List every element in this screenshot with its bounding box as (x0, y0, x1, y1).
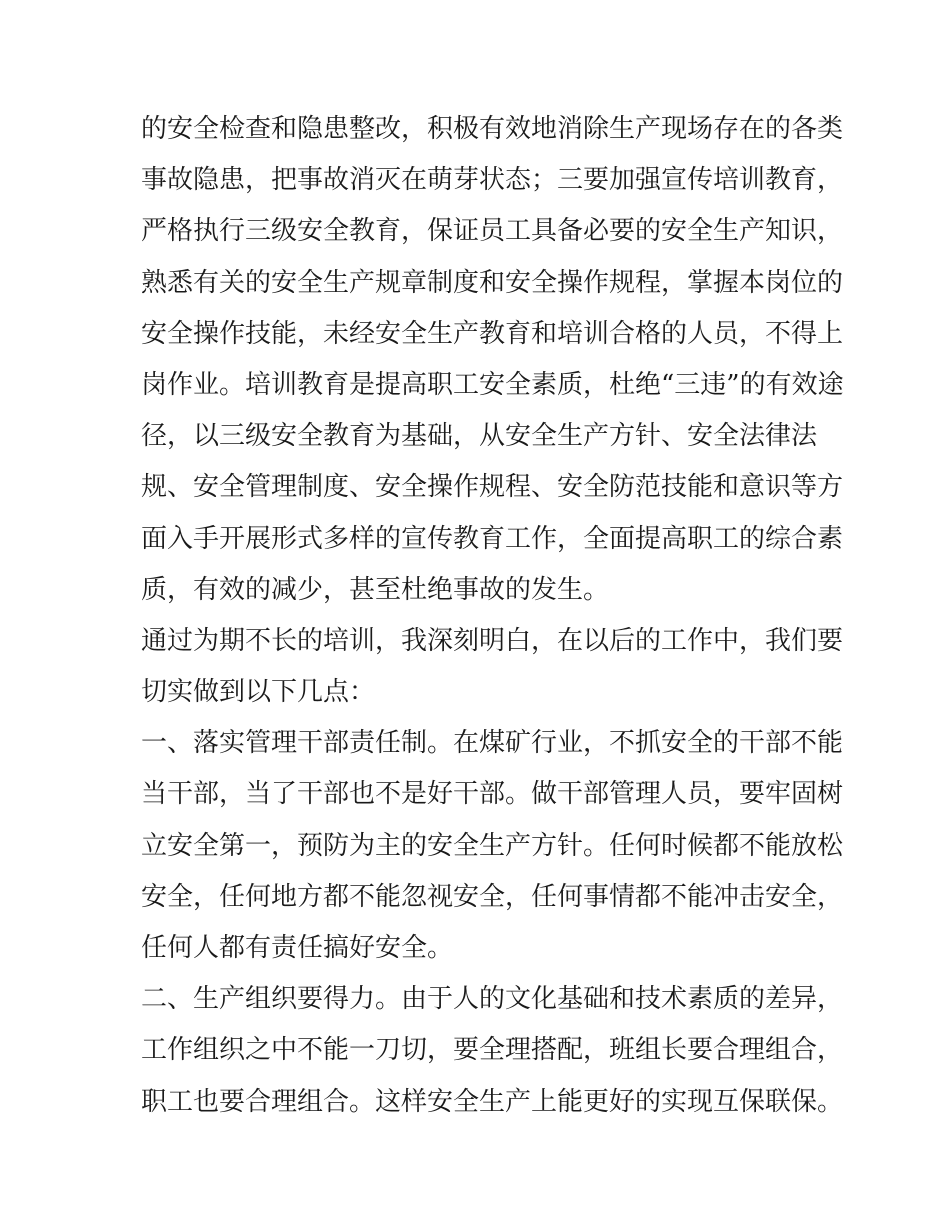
text-line: 二、生产组织要得力。由于人的文化基础和技术素质的差异， (141, 984, 844, 1015)
text-line: 岗作业。培训教育是提高职工安全素质，杜绝“三违”的有效途 (141, 369, 844, 400)
text-line: 事故隐患，把事故消灭在萌芽状态；三要加强宣传培训教育， (141, 165, 844, 196)
text-line: 安全，任何地方都不能忽视安全，任何事情都不能冲击安全， (141, 881, 844, 912)
text-line: 职工也要合理组合。这样安全生产上能更好的实现互保联保。 (141, 1086, 844, 1117)
text-line: 立安全第一，预防为主的安全生产方针。任何时候都不能放松 (141, 830, 844, 861)
text-line: 通过为期不长的培训，我深刻明白，在以后的工作中，我们要 (141, 625, 844, 656)
text-line: 面入手开展形式多样的宣传教育工作，全面提高职工的综合素 (141, 523, 844, 554)
text-line: 的安全检查和隐患整改，积极有效地消除生产现场存在的各类 (141, 114, 844, 144)
document-body (141, 104, 844, 1128)
text-line: 一、落实管理干部责任制。在煤矿行业，不抓安全的干部不能 (141, 728, 844, 759)
text-line: 径，以三级安全教育为基础，从安全生产方针、安全法律法 (141, 421, 818, 452)
text-line: 当干部，当了干部也不是好干部。做干部管理人员，要牢固树 (141, 779, 844, 810)
text-line: 熟悉有关的安全生产规章制度和安全操作规程，掌握本岗位的 (141, 267, 844, 298)
text-line: 切实做到以下几点： (141, 677, 376, 708)
text-line: 任何人都有责任搞好安全。 (141, 933, 454, 963)
text-line: 安全操作技能，未经安全生产教育和培训合格的人员，不得上 (141, 318, 844, 349)
text-line: 工作组织之中不能一刀切，要全理搭配，班组长要合理组合， (141, 1035, 844, 1066)
text-line: 规、安全管理制度、安全操作规程、安全防范技能和意识等方 (141, 472, 844, 503)
text-line: 严格执行三级安全教育，保证员工具备必要的安全生产知识， (141, 216, 844, 247)
text-line: 质，有效的减少，甚至杜绝事故的发生。 (141, 574, 610, 605)
